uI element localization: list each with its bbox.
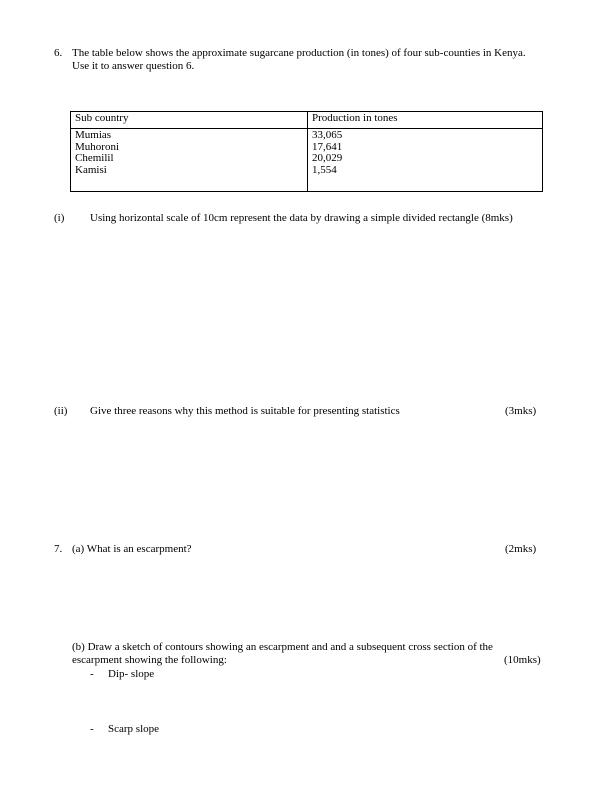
- table-header-subcounty: Sub country: [71, 112, 308, 129]
- part-i-label: (i): [54, 212, 65, 224]
- subcounty-name: Muhoroni: [75, 140, 119, 153]
- production-value: 33,065: [312, 129, 343, 141]
- list-item-dip-slope: Dip- slope: [108, 668, 155, 680]
- question-7b-text-line2: escarpment showing the following:: [72, 654, 227, 666]
- table-header-row: [71, 112, 543, 129]
- question-7b-marks: (10mks): [504, 654, 541, 666]
- part-ii-marks: (3mks): [505, 405, 537, 417]
- question-7a-text: (a) What is an escarpment?: [72, 543, 192, 555]
- part-ii-label: (ii): [54, 405, 68, 417]
- table-row: [71, 129, 543, 192]
- list-bullet: -: [90, 668, 94, 680]
- production-table: [70, 111, 543, 192]
- list-item-scarp-slope: Scarp slope: [108, 723, 160, 735]
- subcounty-name: Kamisi: [75, 163, 107, 176]
- table-header-production: Production in tones: [308, 112, 543, 129]
- list-bullet: -: [90, 723, 94, 735]
- part-i-text: Using horizontal scale of 10cm represent the data by drawing a simple divided rectangle (8mks): [90, 212, 513, 224]
- question-6-text-line1: The table below shows the approximate sugarcane production (in tones) of four sub-counties in Kenya.: [72, 47, 526, 59]
- subcounty-cell: [71, 129, 308, 192]
- question-6-text-line2: Use it to answer question 6.: [72, 60, 195, 72]
- part-ii-text: Give three reasons why this method is suitable for presenting statistics: [90, 405, 400, 417]
- production-value: 17,641: [312, 140, 343, 153]
- subcounty-name: Mumias: [75, 129, 112, 141]
- question-7-number: 7.: [54, 543, 63, 555]
- question-7b-text-line1: (b) Draw a sketch of contours showing an escarpment and and a subsequent cross section of the: [72, 641, 493, 653]
- subcounty-name: Chemilil: [75, 152, 114, 164]
- production-value: 20,029: [312, 152, 343, 164]
- production-value: 1,554: [312, 163, 337, 176]
- question-6-number: 6.: [54, 47, 63, 59]
- question-7a-marks: (2mks): [505, 543, 537, 555]
- production-cell: [308, 129, 543, 192]
